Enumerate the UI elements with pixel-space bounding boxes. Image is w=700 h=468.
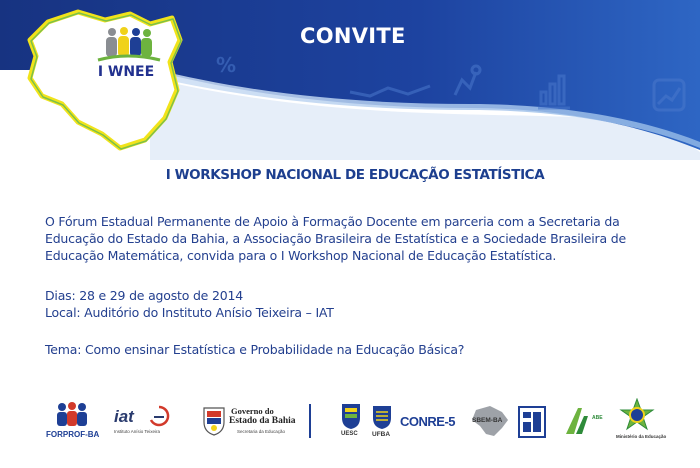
bahia-coat-of-arms-icon xyxy=(201,404,227,436)
abe-label: ABE xyxy=(592,415,603,421)
forprof-label: FORPROF-BA xyxy=(46,430,100,439)
ufba-label: UFBA xyxy=(372,431,391,438)
abe-mark-icon xyxy=(562,404,604,438)
sbem-ba-logo xyxy=(468,404,510,438)
gov-label-2: Estado da Bahia xyxy=(229,416,296,426)
svg-text:%: % xyxy=(216,53,237,77)
ufba-shield-icon xyxy=(371,404,393,430)
sbem-mark-icon xyxy=(518,406,546,438)
gov-sub-label: Secretaria da Educação xyxy=(237,429,286,434)
forprof-people-icon xyxy=(46,401,98,429)
iat-swirl-icon xyxy=(148,405,170,427)
event-dates: Dias: 28 e 29 de agosto de 2014 xyxy=(45,288,243,303)
event-theme: Tema: Como ensinar Estatística e Probabilidade na Educação Básica? xyxy=(45,342,465,357)
mec-label: Ministério da Educação xyxy=(616,434,667,439)
iat-label: iat xyxy=(114,407,134,426)
intro-line-2: Educação do Estado da Bahia, a Associação Brasileira de Estatística e a Sociedade Brasileira de xyxy=(45,231,626,246)
uesc-label: UESC xyxy=(341,431,358,437)
uesc-shield-icon xyxy=(340,402,362,430)
gov-label-1: Governo do xyxy=(231,406,274,416)
uesc-logo xyxy=(340,402,362,440)
brazil-coat-of-arms-icon xyxy=(613,398,661,434)
workshop-title: I WORKSHOP NACIONAL DE EDUCAÇÃO ESTATÍSTICA xyxy=(165,167,545,183)
intro-line-3: Educação Matemática, convida para o I Workshop Nacional de Educação Estatística. xyxy=(45,248,557,263)
conre5-logo xyxy=(400,414,460,432)
sbem-ba-label: SBEM-BA xyxy=(472,417,503,424)
event-location: Local: Auditório do Instituto Anísio Teixeira – IAT xyxy=(45,305,334,320)
conre5-label: CONRE-5 xyxy=(400,414,456,429)
governo-bahia-logo xyxy=(201,404,296,440)
iat-sub-label: Instituto Anísio Teixeira xyxy=(114,429,160,434)
intro-line-1: O Fórum Estadual Permanente de Apoio à Formação Docente em parceria com a Secretaria da xyxy=(45,214,620,229)
page-title: CONVITE xyxy=(300,24,406,48)
sbem-mark-logo xyxy=(518,406,546,438)
sponsor-divider xyxy=(309,404,311,438)
intro-paragraph xyxy=(45,213,658,264)
abe-logo xyxy=(562,404,604,438)
forprof-logo xyxy=(46,401,98,441)
ufba-logo xyxy=(371,404,393,440)
mec-logo xyxy=(613,398,667,442)
event-logo-text: I WNEE xyxy=(97,64,155,80)
iat-logo xyxy=(114,405,174,441)
